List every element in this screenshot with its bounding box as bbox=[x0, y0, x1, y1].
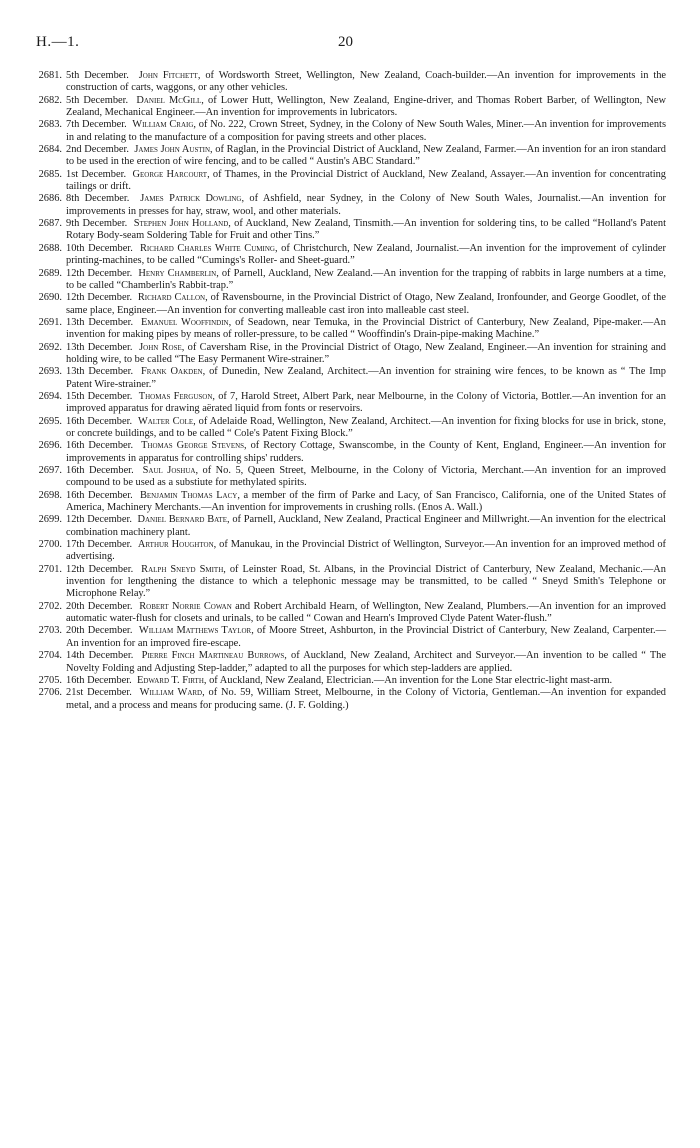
applicant-name: Daniel Bernard Bate bbox=[137, 514, 227, 526]
patent-entry bbox=[36, 465, 666, 490]
entry-number: 2704. bbox=[38, 650, 62, 662]
document-reference: H.—1. bbox=[36, 34, 80, 50]
entry-number: 2706. bbox=[38, 687, 62, 699]
page-number: 20 bbox=[338, 34, 353, 50]
applicant-name: James Patrick Dowling bbox=[140, 193, 242, 205]
entry-description: , of Caversham Rise, in the Provincial District of Otago, New Zealand, Engineer.—An invention for straining and holding wire, to be called “The Easy Permanent Wire-strainer.” bbox=[66, 341, 666, 365]
entry-date: 8th December. bbox=[66, 193, 130, 205]
applicant-name: John Rose bbox=[139, 341, 182, 353]
patent-entry bbox=[36, 193, 666, 218]
entry-date: 20th December. bbox=[66, 625, 133, 637]
entry-description: , of Lower Hutt, Wellington, New Zealand, Engine-driver, and Thomas Robert Barber, of Wellington, New Zealand, Mechanical Engineer.—An invention for improvements in lubricators. bbox=[66, 94, 666, 119]
entry-date: 9th December. bbox=[66, 218, 128, 230]
entry-date: 13th December. bbox=[66, 366, 134, 378]
entry-description: , of Manukau, in the Provincial District of Wellington, Surveyor.—An invention for an improved method of advertising. bbox=[66, 539, 666, 563]
entry-date: 1st December. bbox=[66, 168, 127, 180]
entry-number: 2690. bbox=[38, 292, 62, 304]
patent-entry bbox=[36, 218, 666, 243]
entry-description: , of Moore Street, Ashburton, in the Provincial District of Canterbury, New Zealand, Carpenter.—An invention for an improved fire-escape. bbox=[66, 625, 666, 649]
patent-entry bbox=[36, 268, 666, 293]
entry-description: , of 7, Harold Street, Albert Park, near Melbourne, in the Colony of Victoria, Bottler.—An invention for an improved apparatus for drawing aërated liquid from fonts or reservoirs. bbox=[66, 390, 666, 415]
entry-date: 2nd December. bbox=[66, 144, 129, 156]
entry-date: 13th December. bbox=[66, 341, 133, 353]
entry-date: 16th December. bbox=[66, 489, 133, 501]
entry-date: 12th December. bbox=[66, 514, 132, 526]
patent-entry bbox=[36, 95, 666, 120]
entry-number: 2683. bbox=[38, 119, 62, 131]
entry-description: , of Auckland, New Zealand, Architect and Surveyor.—An invention to be called “ The Novelty Folding and Adjusting Step-ladder,” adapted to all the purposes for which step-ladders are applied. bbox=[66, 650, 666, 674]
patent-entry bbox=[36, 70, 666, 95]
patent-entry bbox=[36, 292, 666, 317]
entry-number: 2699. bbox=[38, 514, 62, 526]
patent-entry bbox=[36, 625, 666, 650]
applicant-name: Walter Cole bbox=[137, 415, 194, 427]
patent-entry bbox=[36, 539, 666, 564]
applicant-name: William Craig bbox=[132, 119, 194, 131]
entry-description: and Robert Archibald Hearn, of Wellington, New Zealand, Plumbers.—An invention for an improved automatic water-flush for closets and urinals, to be called “ Cowan and Hearn's Improved Clyde Patent Water-flush.” bbox=[66, 600, 666, 625]
applicant-name: Arthur Houghton bbox=[137, 539, 214, 551]
entry-number: 2692. bbox=[38, 341, 62, 353]
applicant-name: William Ward bbox=[139, 687, 203, 699]
entry-description: , of Thames, in the Provincial District of Auckland, New Zealand, Assayer.—An invention for concentrating tailings or drift. bbox=[66, 168, 667, 193]
entry-number: 2685. bbox=[38, 168, 62, 180]
applicant-name: Emanuel Wooffindin bbox=[141, 316, 229, 328]
entry-number: 2705. bbox=[38, 674, 62, 686]
patent-entry bbox=[36, 366, 666, 391]
entry-date: 20th December. bbox=[66, 600, 133, 612]
patent-entry bbox=[36, 650, 666, 675]
entry-number: 2695. bbox=[38, 415, 62, 427]
patent-entry bbox=[36, 675, 666, 687]
entry-date: 5th December. bbox=[66, 94, 129, 106]
entry-date: 5th December. bbox=[66, 70, 129, 81]
applicant-name: Thomas George Stevens bbox=[141, 440, 245, 452]
applicant-name: George Harcourt bbox=[132, 168, 208, 180]
applicant-name: Richard Callon bbox=[137, 292, 206, 304]
patent-entry bbox=[36, 342, 666, 367]
applicant-name: Robert Norrie Cowan bbox=[139, 600, 232, 612]
entry-description: , of Parnell, Auckland, New Zealand, Practical Engineer and Millwright.—An invention for the electrical combination machinery plant. bbox=[66, 514, 666, 538]
patent-entry bbox=[36, 119, 666, 144]
entry-date: 15th December. bbox=[66, 390, 133, 402]
entry-date: 16th December. bbox=[66, 674, 132, 686]
patent-entry bbox=[36, 317, 666, 342]
entry-number: 2681. bbox=[38, 70, 62, 81]
applicant-name: John Fitchett bbox=[138, 70, 198, 81]
entry-description: , of Leinster Road, St. Albans, in the Provincial District of Canterbury, New Zealand, Mechanic.—An invention for lengthening the distance to which a telephonic message may be transmitted, to be called “ Sneyd Smith's Telephone or Microphone Relay.” bbox=[66, 563, 666, 600]
patent-entry bbox=[36, 169, 666, 194]
patent-entry bbox=[36, 416, 666, 441]
entry-number: 2689. bbox=[38, 267, 62, 279]
entry-number: 2694. bbox=[38, 390, 62, 402]
entry-date: 7th December. bbox=[66, 119, 127, 131]
patent-entry bbox=[36, 490, 666, 515]
entry-number: 2693. bbox=[38, 366, 62, 378]
patent-entry bbox=[36, 564, 666, 601]
entry-number: 2696. bbox=[38, 440, 62, 452]
entry-number: 2688. bbox=[38, 242, 62, 254]
entry-description: , a member of the firm of Parke and Lacy, of San Francisco, California, one of the United States of America, Machinery Merchants.—An invention for improvements in crushing rolls. (Enos A. Wall.) bbox=[66, 489, 666, 514]
entry-description: , of No. 222, Crown Street, Sydney, in the Colony of New South Wales, Miner.—An invention for improvements in and relating to the manufacture of a composition for paving streets and other places. bbox=[66, 119, 666, 143]
applicant-name: Ralph Sneyd Smith bbox=[141, 563, 224, 575]
entry-description: , of Adelaide Road, Wellington, New Zealand, Architect.—An invention for fixing blocks for use in brick, stone, or concrete buildings, and to be called “ Cole's Patent Fixing Block.” bbox=[66, 415, 666, 439]
patent-entry bbox=[36, 391, 666, 416]
patent-entry bbox=[36, 243, 666, 268]
entry-description: , of Auckland, New Zealand, Electrician.—An invention for the Lone Star electric-light mast-arm. bbox=[203, 674, 613, 686]
entry-number: 2684. bbox=[38, 144, 62, 156]
applicant-name: William Matthews Taylor bbox=[138, 625, 252, 637]
applicant-name: Frank Oakden bbox=[141, 366, 203, 378]
entry-description: , of No. 59, William Street, Melbourne, in the Colony of Victoria, Gentleman.—An invention for expanded metal, and a process and means for producing same. (J. F. Golding.) bbox=[66, 687, 667, 711]
entry-date: 21st December. bbox=[66, 687, 132, 699]
applicant-name: Thomas Ferguson bbox=[138, 390, 213, 402]
entry-description: , of Dunedin, New Zealand, Architect.—An invention for straining wire fences, to be known as “ The Imp Patent Wire-strainer.” bbox=[66, 366, 666, 390]
entry-number: 2691. bbox=[38, 316, 62, 328]
entry-description: , of Wordsworth Street, Wellington, New Zealand, Coach-builder.—An invention for improvements in the construction of carts, waggons, or any other vehicles. bbox=[66, 70, 667, 94]
applicant-name: Benjamin Thomas Lacy bbox=[139, 489, 238, 501]
patent-entry bbox=[36, 440, 666, 465]
applicant-name: Saul Joshua bbox=[142, 465, 196, 476]
applicant-name: Pierre Finch Martineau Burrows bbox=[141, 650, 285, 662]
entry-number: 2700. bbox=[38, 539, 62, 551]
entry-date: 16th December. bbox=[66, 415, 133, 427]
patent-entry-list bbox=[36, 70, 666, 712]
patent-entry bbox=[36, 144, 666, 169]
patent-entry bbox=[36, 687, 666, 712]
entry-date: 17th December. bbox=[66, 539, 133, 551]
entry-date: 12th December. bbox=[66, 292, 133, 304]
entry-number: 2687. bbox=[38, 218, 62, 230]
entry-number: 2686. bbox=[38, 193, 62, 205]
entry-description: , of Christchurch, New Zealand, Journalist.—An invention for the improvement of cylinder printing-machines, to be called “Cumings's Roller- and Sheet-guard.” bbox=[66, 242, 666, 267]
entry-number: 2702. bbox=[38, 600, 62, 612]
patent-entry bbox=[36, 601, 666, 626]
entry-description: , of Raglan, in the Provincial District of Auckland, New Zealand, Farmer.—An invention for an iron standard to be used in the erection of wire fencing, and to be called “ Austin's ABC Standard.” bbox=[66, 144, 666, 168]
applicant-name: James John Austin bbox=[134, 144, 211, 156]
entry-date: 12th December. bbox=[66, 267, 133, 279]
entry-date: 12th December. bbox=[66, 563, 134, 575]
entry-number: 2701. bbox=[38, 563, 62, 575]
applicant-name: Edward T. Firth bbox=[137, 674, 204, 686]
entry-date: 13th December. bbox=[66, 316, 134, 328]
entry-number: 2703. bbox=[38, 625, 62, 637]
entry-description: , of Auckland, New Zealand, Tinsmith.—An invention for soldering tins, to be called “Holland's Patent Rotary Body-seam Soldering Table for Fruit and other Tins.” bbox=[66, 218, 666, 242]
entry-number: 2698. bbox=[38, 489, 62, 501]
entry-date: 16th December. bbox=[66, 440, 134, 452]
entry-description: , of Seadown, near Temuka, in the Provincial District of Canterbury, New Zealand, Pipe-maker.—An invention for making pipes by means of roller-pressure, to be called “ Wooffindin's Drain-pipe-making Machine.” bbox=[66, 316, 666, 341]
entry-description: , of Ashfield, near Sydney, in the Colony of New South Wales, Journalist.—An invention for improvements in presses for hay, straw, wool, and other materials. bbox=[66, 193, 666, 217]
entry-date: 14th December. bbox=[66, 650, 134, 662]
entry-description: , of Parnell, Auckland, New Zealand.—An invention for the trapping of rabbits in large numbers at a time, to be called “Chamberlin's Rabbit-trap.” bbox=[66, 267, 667, 291]
applicant-name: Stephen John Holland bbox=[133, 218, 229, 230]
applicant-name: Henry Chamberlin bbox=[138, 267, 217, 279]
entry-date: 10th December. bbox=[66, 242, 133, 254]
entry-description: , of No. 5, Queen Street, Melbourne, in the Colony of Victoria, Merchant.—An invention for an improved compound to be used as a substiute for methylated spirits. bbox=[66, 465, 666, 489]
entry-number: 2697. bbox=[38, 465, 62, 476]
patent-entry bbox=[36, 514, 666, 539]
entry-description: , of Rectory Cottage, Swanscombe, in the County of Kent, England, Engineer.—An invention for improvements in apparatus for controlling ships' rudders. bbox=[66, 440, 666, 464]
applicant-name: Richard Charles White Cuming bbox=[140, 242, 275, 254]
entry-date: 16th December. bbox=[66, 465, 134, 476]
entry-description: , of Ravensbourne, in the Provincial District of Otago, New Zealand, Ironfounder, and George Goodlet, of the same place, Engineer.—An invention for converting malleable cast iron into malleable cast steel. bbox=[66, 292, 666, 316]
entry-number: 2682. bbox=[38, 94, 62, 106]
applicant-name: Daniel McGill bbox=[136, 94, 202, 106]
